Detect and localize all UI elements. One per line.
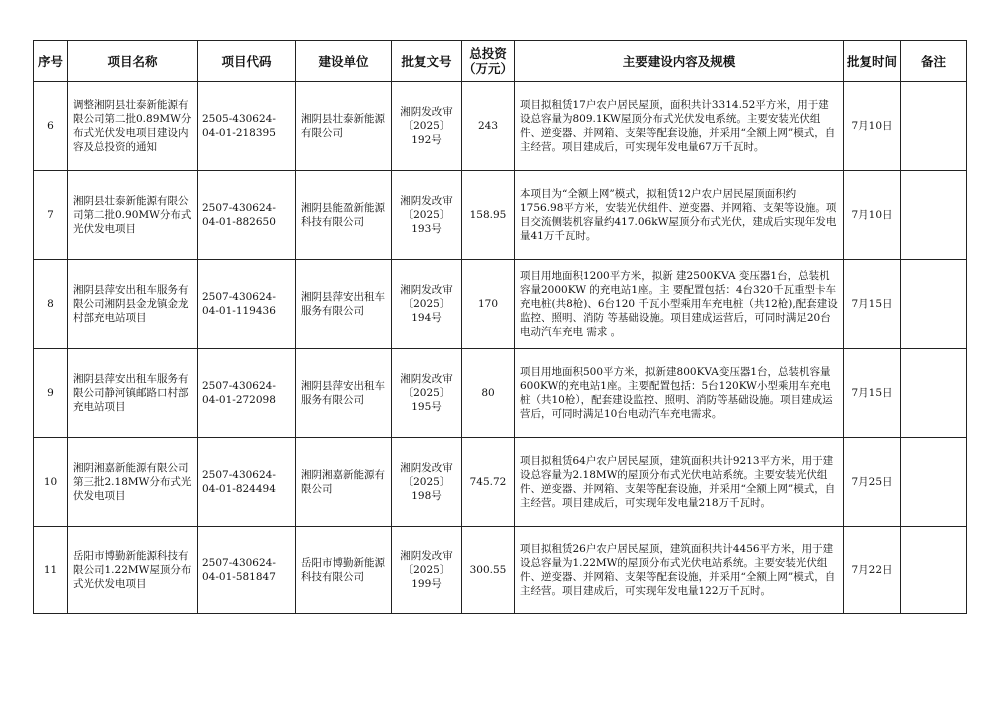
cell-construction-unit: 湘阴县萍安出租车服务有限公司: [296, 349, 392, 438]
cell-approval-date: 7月25日: [844, 438, 901, 527]
cell-approval-date: 7月10日: [844, 171, 901, 260]
cell-main-content: 项目用地面积500平方米，拟新建800KVA变压器1台，总装机容量600KW的充电站1座。主要配置包括：5台120KW小型乘用车充电桩（共10枪），配套建设监控、照明、消防等基础设施。项目建成运营后，可同时满足10台电动汽车充电需求。: [515, 349, 844, 438]
cell-main-content: 本项目为“全额上网”模式，拟租赁12户农户居民屋顶面积约1756.98平方米，安装光伏组件、逆变器、并网箱、支架等设施。项目交流侧装机容量约417.06kW屋顶分布式光伏，建成后实现年发电量41万千瓦时。: [515, 171, 844, 260]
cell-project-name: 湘阴县萍安出租车服务有限公司静河镇邮路口村部充电站项目: [68, 349, 198, 438]
header-remarks: 备注: [901, 41, 967, 82]
cell-approval-date: 7月10日: [844, 82, 901, 171]
cell-total-investment: 170: [462, 260, 515, 349]
table-header-row: [34, 41, 967, 82]
cell-project-name: 湘阴湘嘉新能源有限公司第三批2.18MW分布式光伏发电项目: [68, 438, 198, 527]
cell-main-content: 项目用地面积1200平方米，拟新 建2500KVA 变压器1台，总装机容量2000KW 的充电站1座。主 要配置包括：4台320千瓦重型卡车充电桩(共8枪)、6台120 千瓦小型乘用车充电桩（共12枪),配套建设监控、照明、消防 等基础设施。项目建成运营后，可同时满足20台电动汽车充电 需求 。: [515, 260, 844, 349]
cell-approval-doc: 湘阴发改审〔2025〕195号: [392, 349, 462, 438]
cell-project-code: 2507-430624-04-01-272098: [198, 349, 296, 438]
cell-no: 6: [34, 82, 68, 171]
cell-construction-unit: 湘阴湘嘉新能源有限公司: [296, 438, 392, 527]
cell-construction-unit: 湘阴县能盈新能源科技有限公司: [296, 171, 392, 260]
cell-total-investment: 745.72: [462, 438, 515, 527]
cell-construction-unit: 岳阳市博勤新能源科技有限公司: [296, 527, 392, 614]
cell-remarks: [901, 260, 967, 349]
cell-total-investment: 300.55: [462, 527, 515, 614]
cell-remarks: [901, 438, 967, 527]
cell-remarks: [901, 171, 967, 260]
cell-project-code: 2505-430624-04-01-218395: [198, 82, 296, 171]
cell-project-code: 2507-430624-04-01-824494: [198, 438, 296, 527]
cell-approval-doc: 湘阴发改审〔2025〕198号: [392, 438, 462, 527]
cell-project-code: 2507-430624-04-01-581847: [198, 527, 296, 614]
cell-no: 11: [34, 527, 68, 614]
table-row: [34, 527, 967, 614]
header-project-name: 项目名称: [68, 41, 198, 82]
header-approval-date: 批复时间: [844, 41, 901, 82]
cell-project-code: 2507-430624-04-01-882650: [198, 171, 296, 260]
header-approval-doc: 批复文号: [392, 41, 462, 82]
cell-no: 10: [34, 438, 68, 527]
cell-total-investment: 243: [462, 82, 515, 171]
cell-approval-date: 7月22日: [844, 527, 901, 614]
header-no: 序号: [34, 41, 68, 82]
cell-remarks: [901, 527, 967, 614]
cell-construction-unit: 湘阴县萍安出租车服务有限公司: [296, 260, 392, 349]
header-total-investment: [462, 41, 515, 82]
cell-no: 8: [34, 260, 68, 349]
cell-main-content: 项目拟租赁64户农户居民屋顶，建筑面积共计9213平方米，用于建设总容量为2.18MW的屋顶分布式光伏电站系统。主要安装光伏组件、逆变器、并网箱、支架等配套设施，并采用“全额上网”模式，自主经营。项目建成后，可实现年发电量218万千瓦时。: [515, 438, 844, 527]
header-investment-line2: （万元）: [462, 61, 513, 76]
table-row: [34, 349, 967, 438]
cell-project-name: 湘阴县壮泰新能源有限公司第二批0.90MW分布式光伏发电项目: [68, 171, 198, 260]
cell-project-name: 岳阳市博勤新能源科技有限公司1.22MW屋顶分布式光伏发电项目: [68, 527, 198, 614]
cell-approval-date: 7月15日: [844, 260, 901, 349]
cell-approval-doc: 湘阴发改审〔2025〕194号: [392, 260, 462, 349]
cell-approval-doc: 湘阴发改审〔2025〕193号: [392, 171, 462, 260]
cell-no: 7: [34, 171, 68, 260]
cell-main-content: 项目拟租赁17户农户居民屋顶，面积共计3314.52平方米，用于建设总容量为809.1KW屋顶分布式光伏发电系统。主要安装光伏组件、逆变器、并网箱、支架等配套设施，并采用“全额上网”模式，自主经营。项目建成后，可实现年发电量67万千瓦时。: [515, 82, 844, 171]
table-row: [34, 171, 967, 260]
cell-remarks: [901, 82, 967, 171]
cell-remarks: [901, 349, 967, 438]
cell-project-name: 湘阴县萍安出租车服务有限公司湘阴县金龙镇金龙村部充电站项目: [68, 260, 198, 349]
cell-approval-date: 7月15日: [844, 349, 901, 438]
table-row: [34, 438, 967, 527]
cell-approval-doc: 湘阴发改审〔2025〕192号: [392, 82, 462, 171]
cell-approval-doc: 湘阴发改审〔2025〕199号: [392, 527, 462, 614]
cell-project-name: 调整湘阴县壮泰新能源有限公司第二批0.89MW分布式光伏发电项目建设内容及总投资的通知: [68, 82, 198, 171]
cell-total-investment: 158.95: [462, 171, 515, 260]
header-construction-unit: 建设单位: [296, 41, 392, 82]
header-investment-line1: 总投资: [469, 46, 507, 61]
cell-total-investment: 80: [462, 349, 515, 438]
table-row: [34, 82, 967, 171]
projects-table: [33, 40, 967, 614]
header-project-code: 项目代码: [198, 41, 296, 82]
cell-main-content: 项目拟租赁26户农户居民屋顶，建筑面积共计4456平方米，用于建设总容量为1.22MW的屋顶分布式光伏电站系统。主要安装光伏组件、逆变器、并网箱、支架等配套设施，并采用“全额上网”模式，自主经营。项目建成后，可实现年发电量122万千瓦时。: [515, 527, 844, 614]
cell-no: 9: [34, 349, 68, 438]
table-row: [34, 260, 967, 349]
cell-project-code: 2507-430624-04-01-119436: [198, 260, 296, 349]
header-main-content: 主要建设内容及规模: [515, 41, 844, 82]
cell-construction-unit: 湘阴县壮泰新能源有限公司: [296, 82, 392, 171]
